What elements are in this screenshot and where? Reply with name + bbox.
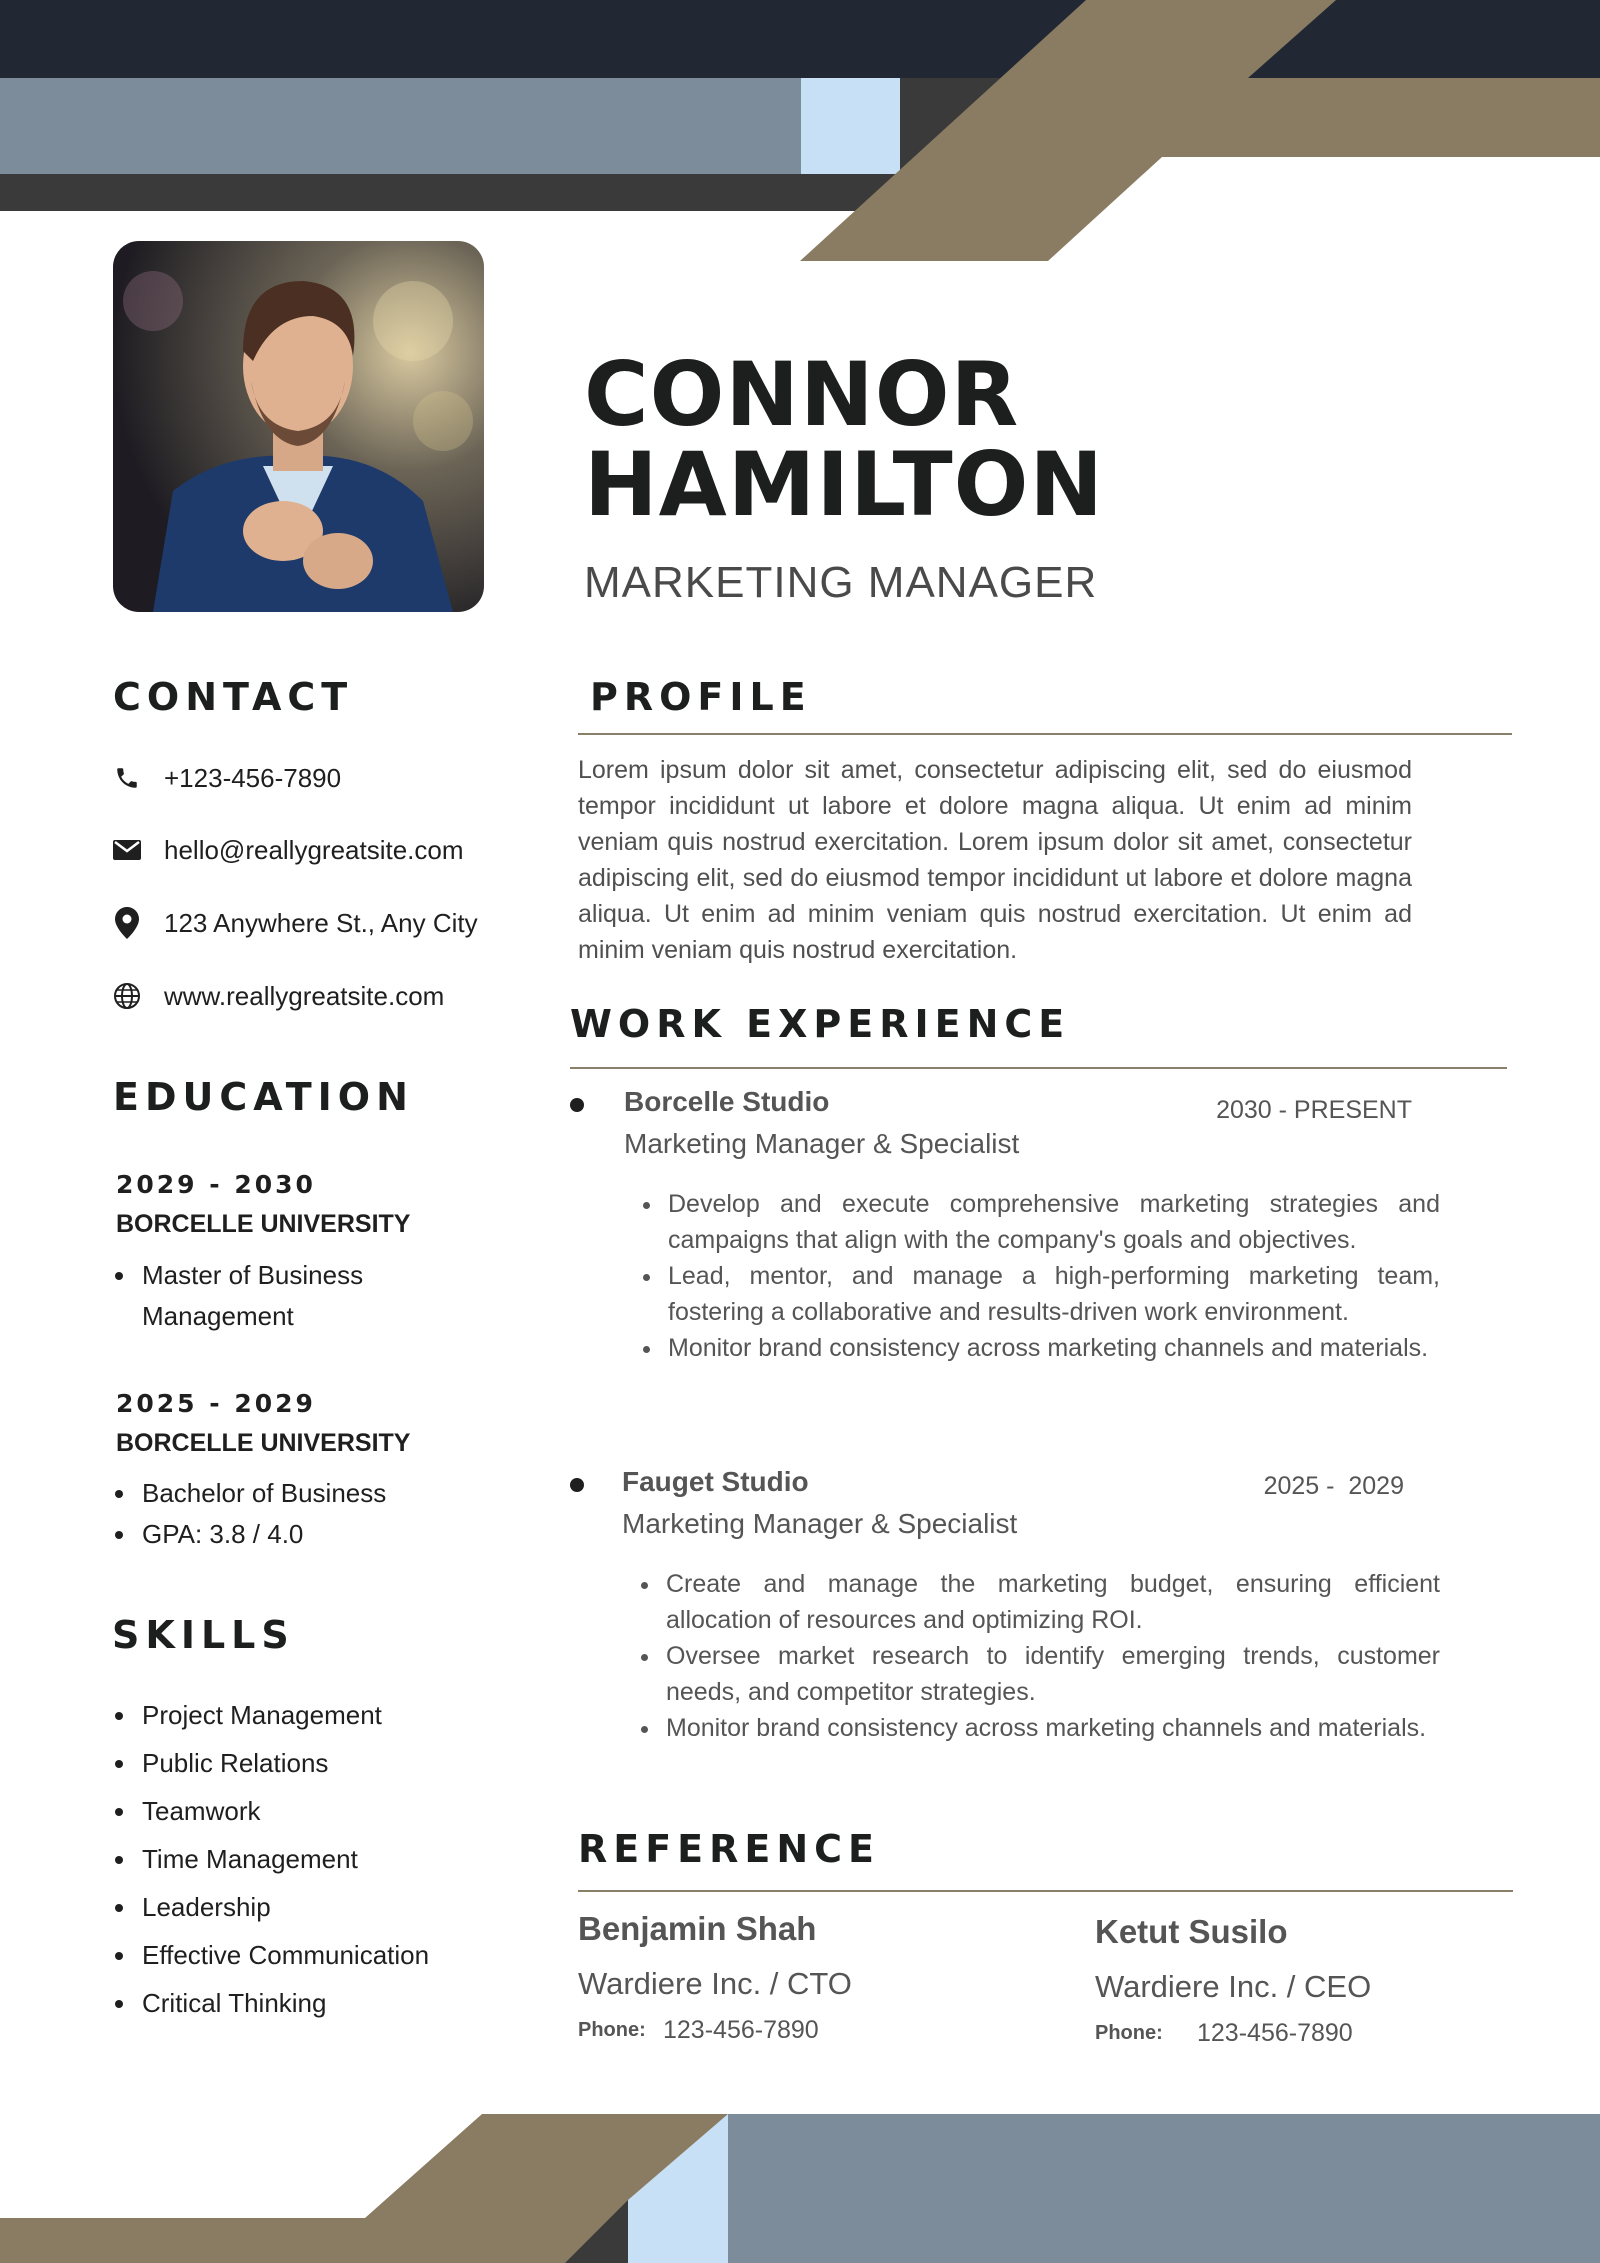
list-item: • Public Relations bbox=[138, 1746, 518, 1780]
contact-heading: CONTACT bbox=[113, 675, 354, 719]
ref-name-2: Ketut Susilo bbox=[1095, 1913, 1288, 1950]
contact-website bbox=[112, 976, 444, 1016]
work-heading: WORK EXPERIENCE bbox=[570, 1002, 1071, 1046]
list-item: • Teamwork bbox=[138, 1794, 518, 1828]
globe-icon bbox=[112, 981, 142, 1011]
location-pin-icon bbox=[112, 908, 142, 938]
list-item: • Master of Business Management bbox=[138, 1255, 428, 1337]
work-divider bbox=[570, 1067, 1507, 1069]
edu-years-1: 2029 - 2030 bbox=[116, 1170, 316, 1199]
edu-school-1: BORCELLE UNIVERSITY bbox=[116, 1210, 411, 1238]
ref-phone-label-2: Phone: bbox=[1095, 2022, 1163, 2044]
job-dates-1: 2030 - PRESENT bbox=[1216, 1096, 1412, 1124]
job-title: MARKETING MANAGER bbox=[584, 558, 1098, 607]
job-duties-2 bbox=[634, 1566, 1440, 1746]
contact-website-text: www.reallygreatsite.com bbox=[164, 980, 445, 1011]
ref-phone-2: 123-456-7890 bbox=[1197, 2019, 1353, 2047]
email-icon bbox=[112, 835, 142, 865]
profile-divider bbox=[578, 733, 1512, 735]
contact-email bbox=[112, 830, 464, 870]
profile-heading: PROFILE bbox=[590, 675, 812, 719]
job-duties-1 bbox=[636, 1186, 1440, 1366]
candidate-name bbox=[584, 343, 1105, 536]
job-bullet-dot bbox=[570, 1478, 584, 1492]
skills-heading: SKILLS bbox=[112, 1613, 295, 1657]
job-role-1: Marketing Manager & Specialist bbox=[624, 1128, 1020, 1159]
name-line1: CONNOR bbox=[584, 343, 1020, 446]
list-item: • Bachelor of Business bbox=[138, 1473, 458, 1514]
reference-heading: REFERENCE bbox=[578, 1827, 881, 1871]
name-line2: HAMILTON bbox=[584, 433, 1105, 536]
profile-text: Lorem ipsum dolor sit amet, consectetur adipiscing elit, sed do eiusmod tempor incididunt ut labore et dolore magna aliqua. Ut enim ad minim veniam quis nostrud exercitation. Lorem ipsum dolor sit amet, consectetur adipiscing elit, sed do eiusmod tempor incididunt ut labore et dolore magna aliqua. Ut enim ad minim veniam quis nostrud exercitation. Ut enim ad minim veniam quis nostrud exercitation. bbox=[578, 756, 1412, 964]
list-item: • Monitor brand consistency across marketing channels and materials. bbox=[664, 1330, 1440, 1366]
contact-email-text: hello@reallygreatsite.com bbox=[164, 834, 464, 865]
list-item: • Critical Thinking bbox=[138, 1986, 518, 2020]
list-item: • Leadership bbox=[138, 1890, 518, 1924]
phone-icon bbox=[112, 763, 142, 793]
list-item: • Effective Communication bbox=[138, 1938, 518, 1972]
skills-list bbox=[112, 1698, 518, 2034]
ref-company-2: Wardiere Inc. / CEO bbox=[1095, 1969, 1372, 2004]
job-dates-2: 2025 - 2029 bbox=[1263, 1472, 1404, 1500]
contact-phone-text: +123-456-7890 bbox=[164, 762, 342, 793]
ref-company-1: Wardiere Inc. / CTO bbox=[578, 1966, 852, 2001]
list-item: • GPA: 3.8 / 4.0 bbox=[138, 1514, 458, 1555]
job-company-1: Borcelle Studio bbox=[624, 1086, 830, 1117]
list-item: • Oversee market research to identify emerging trends, customer needs, and competitor strategies. bbox=[662, 1638, 1440, 1710]
profile-photo bbox=[113, 241, 484, 612]
list-item: • Create and manage the marketing budget, ensuring efficient allocation of resources and optimizing ROI. bbox=[662, 1566, 1440, 1638]
list-item: • Time Management bbox=[138, 1842, 518, 1876]
education-heading: EDUCATION bbox=[113, 1075, 414, 1119]
list-item: • Monitor brand consistency across marketing channels and materials. bbox=[662, 1710, 1440, 1746]
list-item: • Lead, mentor, and manage a high-performing marketing team, fostering a collaborative and results-driven work environment. bbox=[664, 1258, 1440, 1330]
list-item: • Develop and execute comprehensive marketing strategies and campaigns that align with the company's goals and objectives. bbox=[664, 1186, 1440, 1258]
job-role-2: Marketing Manager & Specialist bbox=[622, 1508, 1018, 1539]
edu-details-2 bbox=[112, 1473, 458, 1555]
contact-address-text: 123 Anywhere St., Any City bbox=[164, 907, 478, 938]
ref-phone-label-1: Phone: bbox=[578, 2019, 646, 2041]
header-decoration bbox=[0, 0, 1600, 270]
contact-address bbox=[112, 903, 478, 943]
ref-name-1: Benjamin Shah bbox=[578, 1910, 817, 1947]
ref-phone-1: 123-456-7890 bbox=[663, 2016, 819, 2044]
edu-details-1 bbox=[112, 1255, 428, 1337]
edu-school-2: BORCELLE UNIVERSITY bbox=[116, 1429, 411, 1457]
reference-divider bbox=[578, 1890, 1513, 1892]
edu-years-2: 2025 - 2029 bbox=[116, 1389, 316, 1418]
job-bullet-dot bbox=[570, 1098, 584, 1112]
list-item: • Project Management bbox=[138, 1698, 518, 1732]
job-company-2: Fauget Studio bbox=[622, 1466, 809, 1497]
contact-phone bbox=[112, 758, 341, 798]
